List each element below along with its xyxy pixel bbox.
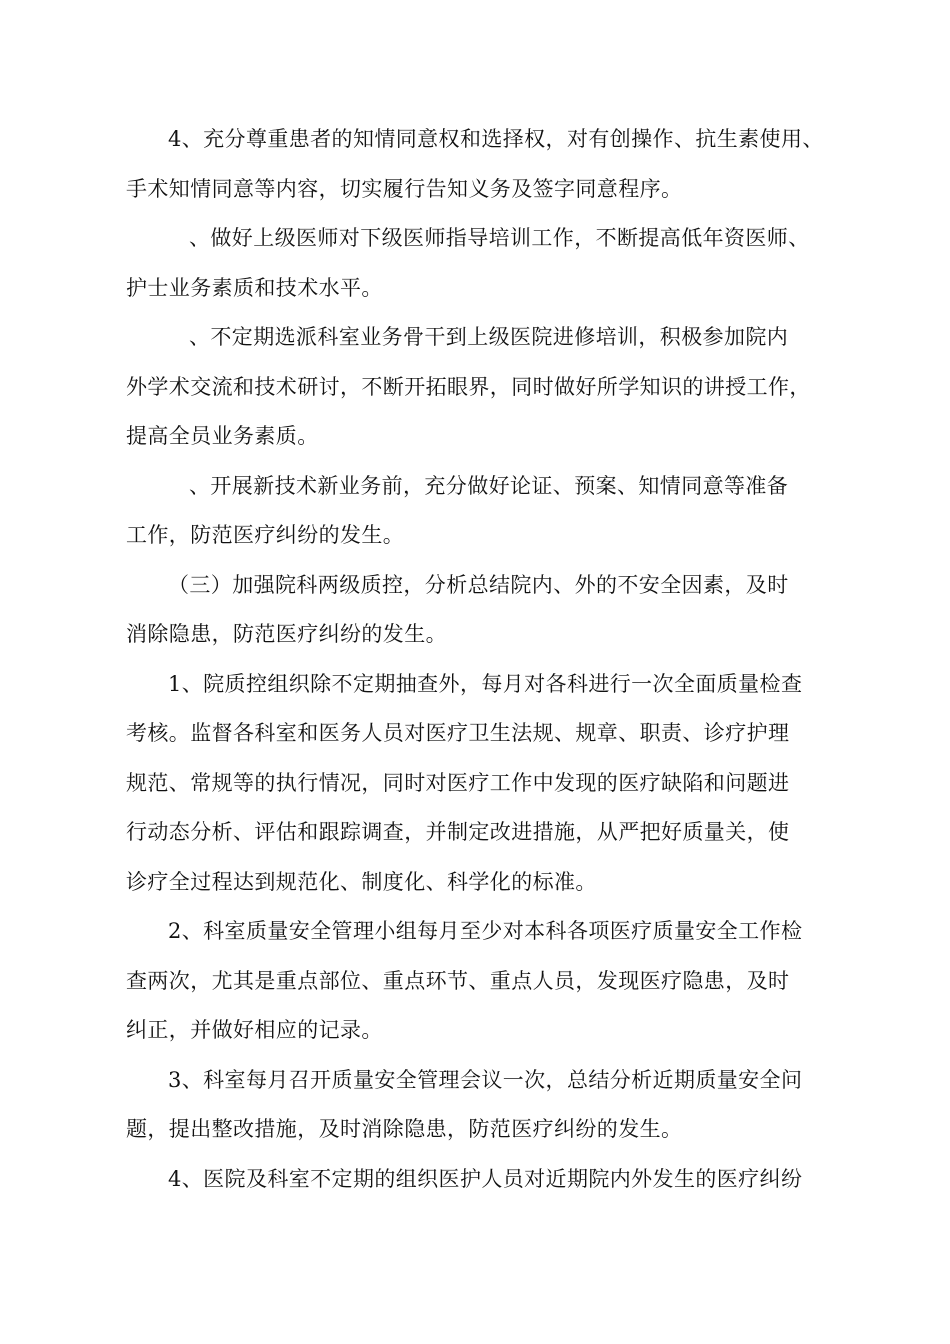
text-line: 诊疗全过程达到规范化、制度化、科学化的标准。 [126, 869, 597, 894]
text-line: 2、科室质量安全管理小组每月至少对本科各项医疗质量安全工作检 [168, 919, 803, 943]
paragraph [126, 214, 836, 313]
paragraph [126, 1155, 836, 1205]
text-line: 、做好上级医师对下级医师指导培训工作，不断提高低年资医师、 [189, 226, 810, 250]
paragraph [126, 1056, 836, 1155]
text-line: 纠正，并做好相应的记录。 [126, 1018, 383, 1042]
paragraph [126, 660, 836, 908]
text-line: 查两次，尤其是重点部位、重点环节、重点人员，发现医疗隐患，及时 [126, 968, 790, 993]
text-line: 外学术交流和技术研讨，不断开拓眼界，同时做好所学知识的讲授工作， [126, 374, 811, 399]
paragraph [126, 115, 836, 214]
text-line: 消除隐患，防范医疗纠纷的发生。 [126, 622, 447, 646]
text-line: 工作，防范医疗纠纷的发生。 [126, 523, 405, 547]
text-line: 、开展新技术新业务前，充分做好论证、预案、知情同意等准备 [189, 473, 789, 498]
text-line: 4、医院及科室不定期的组织医护人员对近期院内外发生的医疗纠纷 [168, 1166, 803, 1191]
paragraph [126, 462, 836, 561]
text-line: 行动态分析、评估和跟踪调查，并制定改进措施，从严把好质量关，使 [126, 820, 790, 844]
paragraph [126, 907, 836, 1056]
text-line: 题，提出整改措施，及时消除隐患，防范医疗纠纷的发生。 [126, 1117, 683, 1141]
text-line: 手术知情同意等内容，切实履行告知义务及签字同意程序。 [126, 176, 683, 201]
text-line: 考核。监督各科室和医务人员对医疗卫生法规、规章、职责、诊疗护理 [126, 721, 790, 745]
text-line: 4、充分尊重患者的知情同意权和选择权，对有创操作、抗生素使用、 [168, 127, 824, 151]
text-line: 3、科室每月召开质量安全管理会议一次，总结分析近期质量安全问 [168, 1067, 803, 1092]
text-line: 提高全员业务素质。 [126, 424, 319, 448]
paragraph [126, 313, 836, 462]
document-body [126, 115, 836, 1204]
text-line: （三）加强院科两级质控，分析总结院内、外的不安全因素，及时 [168, 572, 789, 597]
text-line: 规范、常规等的执行情况，同时对医疗工作中发现的医疗缺陷和问题进 [126, 770, 790, 795]
text-line: 、不定期选派科室业务骨干到上级医院进修培训，积极参加院内 [189, 325, 789, 349]
paragraph [126, 561, 836, 660]
text-line: 1、院质控组织除不定期抽查外，每月对各科进行一次全面质量检查 [168, 671, 803, 696]
text-line: 护士业务素质和技术水平。 [126, 275, 383, 300]
